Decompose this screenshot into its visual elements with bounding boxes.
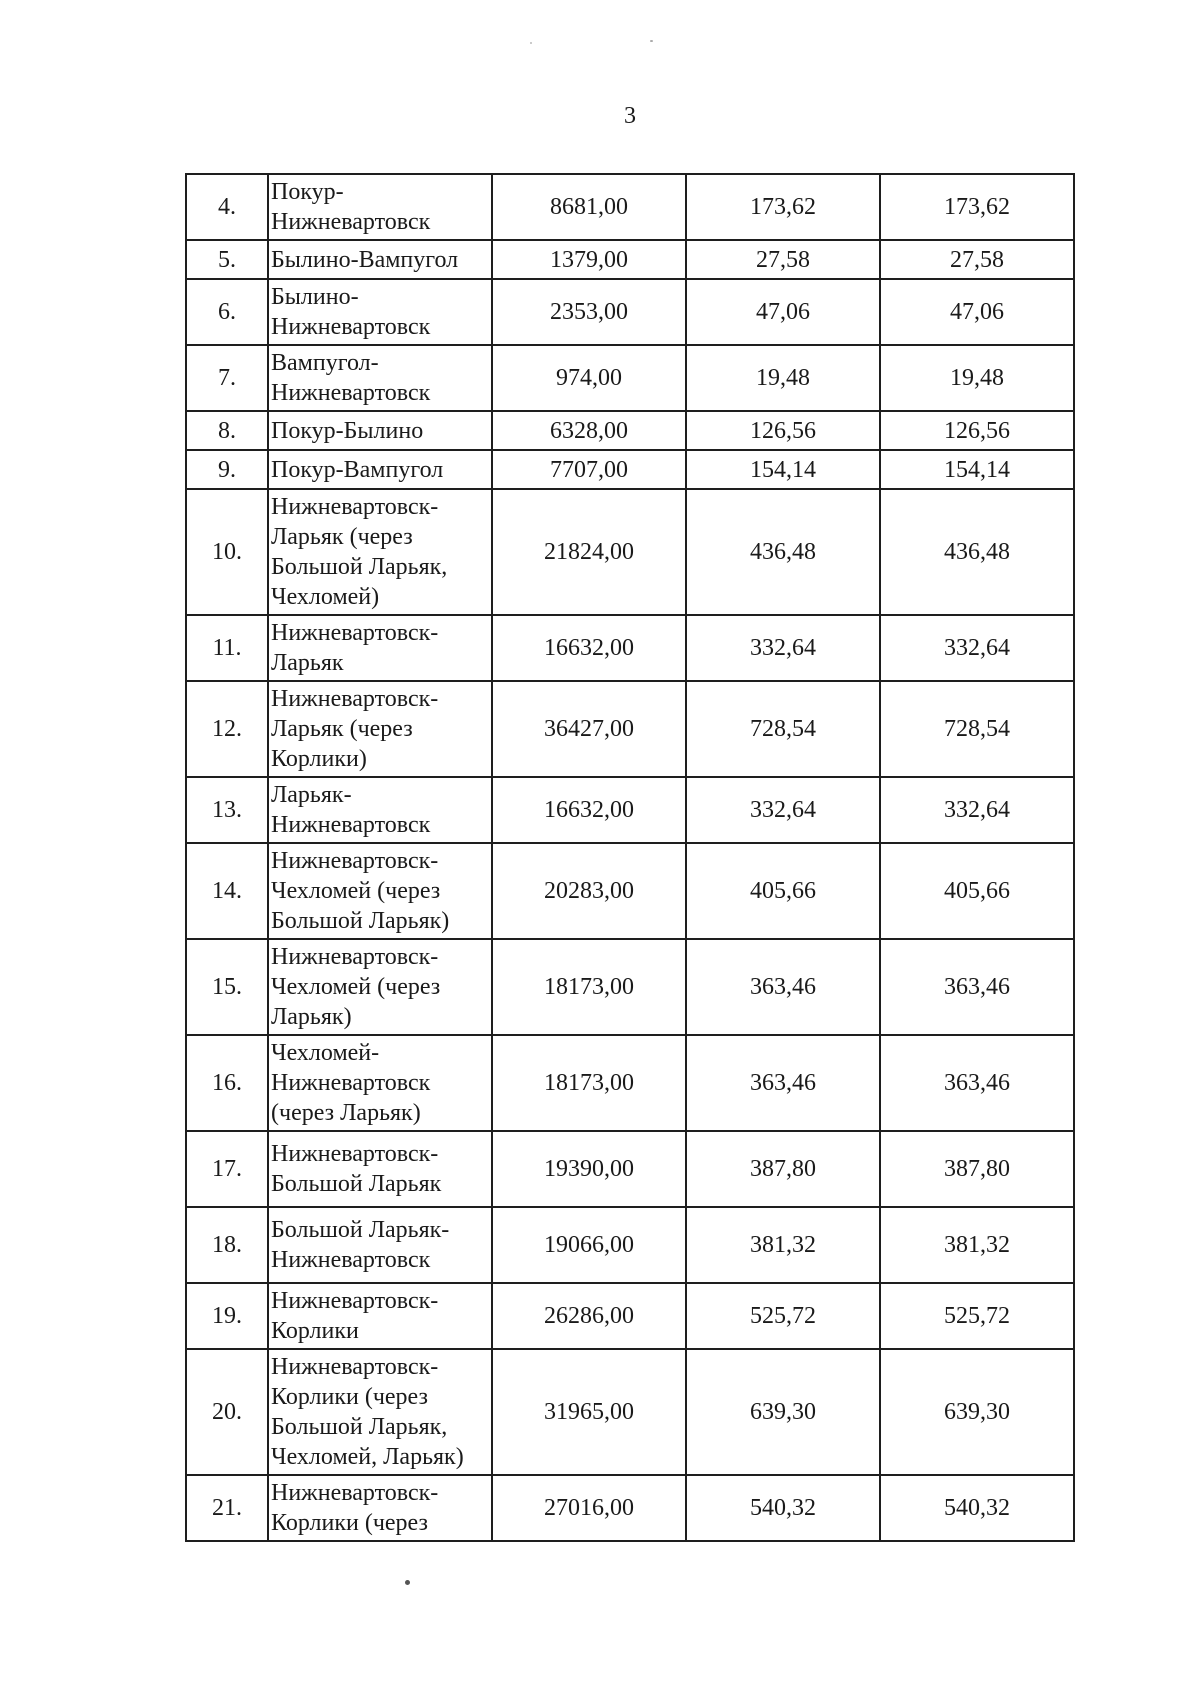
- table-row: [186, 939, 1074, 1035]
- route-cell: [268, 411, 492, 450]
- fare-table: [185, 173, 1075, 1542]
- distance-cell: 16632,00: [492, 615, 686, 681]
- fare-cell: 525,72: [686, 1283, 880, 1349]
- table-row: [186, 681, 1074, 777]
- route-line: Нижневартовск-: [271, 1354, 439, 1380]
- fare-total-cell: 525,72: [880, 1283, 1074, 1349]
- route-line: Чехломей): [271, 584, 380, 610]
- distance-cell: 7707,00: [492, 450, 686, 489]
- route-cell: [268, 345, 492, 411]
- scan-speck: [405, 1580, 410, 1585]
- distance-cell: 20283,00: [492, 843, 686, 939]
- distance-cell: 19066,00: [492, 1207, 686, 1283]
- fare-cell: 405,66: [686, 843, 880, 939]
- fare-total-cell: 405,66: [880, 843, 1074, 939]
- fare-total-cell: 381,32: [880, 1207, 1074, 1283]
- page-number: 3: [624, 103, 636, 129]
- fare-cell: 363,46: [686, 1035, 880, 1131]
- route-line: Нижневартовск-: [271, 686, 439, 712]
- route-line: Большой Ларьяк: [271, 1171, 442, 1197]
- distance-cell: 8681,00: [492, 174, 686, 240]
- distance-cell: 27016,00: [492, 1475, 686, 1541]
- table-row: [186, 1349, 1074, 1475]
- fare-total-cell: 332,64: [880, 777, 1074, 843]
- route-line: Ларьяк-: [271, 782, 352, 808]
- table-row: [186, 450, 1074, 489]
- route-line: Ларьяк: [271, 650, 344, 676]
- route-line: Корлики (через: [271, 1510, 428, 1536]
- row-number-cell: 10.: [186, 489, 268, 615]
- fare-cell: 173,62: [686, 174, 880, 240]
- fare-cell: 332,64: [686, 777, 880, 843]
- row-number-cell: 16.: [186, 1035, 268, 1131]
- table-row: [186, 843, 1074, 939]
- route-line: Большой Ларьяк): [271, 908, 450, 934]
- fare-total-cell: 332,64: [880, 615, 1074, 681]
- row-number-cell: 4.: [186, 174, 268, 240]
- row-number-cell: 20.: [186, 1349, 268, 1475]
- fare-total-cell: 173,62: [880, 174, 1074, 240]
- row-number-cell: 18.: [186, 1207, 268, 1283]
- fare-cell: 381,32: [686, 1207, 880, 1283]
- route-line: Чехломей (через: [271, 878, 441, 904]
- route-line: Нижневартовск: [271, 380, 431, 406]
- table-row: [186, 1131, 1074, 1207]
- route-line: Большой Ларьяк-: [271, 1217, 450, 1243]
- fare-total-cell: 363,46: [880, 1035, 1074, 1131]
- table-row: [186, 777, 1074, 843]
- route-line: Нижневартовск-: [271, 1141, 439, 1167]
- distance-cell: 19390,00: [492, 1131, 686, 1207]
- route-cell: [268, 939, 492, 1035]
- distance-cell: 974,00: [492, 345, 686, 411]
- route-line: Былино-Вампугол: [271, 246, 459, 273]
- route-cell: [268, 174, 492, 240]
- route-line: Нижневартовск: [271, 314, 431, 340]
- table-row: [186, 1475, 1074, 1541]
- route-line: Вампугол-: [271, 350, 379, 376]
- route-cell: [268, 450, 492, 489]
- route-line: Большой Ларьяк,: [271, 1414, 448, 1440]
- row-number-cell: 11.: [186, 615, 268, 681]
- fare-cell: 154,14: [686, 450, 880, 489]
- scan-speck: [650, 40, 653, 42]
- route-cell: [268, 843, 492, 939]
- route-line: Былино-: [271, 284, 359, 310]
- fare-cell: 363,46: [686, 939, 880, 1035]
- row-number-cell: 6.: [186, 279, 268, 345]
- route-cell: [268, 681, 492, 777]
- table-row: [186, 615, 1074, 681]
- scan-speck: [530, 42, 532, 44]
- row-number-cell: 14.: [186, 843, 268, 939]
- route-line: Нижневартовск-: [271, 1288, 439, 1314]
- route-line: (через Ларьяк): [271, 1100, 421, 1126]
- row-number-cell: 17.: [186, 1131, 268, 1207]
- route-line: Нижневартовск: [271, 1247, 431, 1273]
- distance-cell: 18173,00: [492, 939, 686, 1035]
- row-number-cell: 8.: [186, 411, 268, 450]
- fare-total-cell: 47,06: [880, 279, 1074, 345]
- route-line: Покур-Вампугол: [271, 456, 444, 483]
- row-number-cell: 5.: [186, 240, 268, 279]
- route-line: Нижневартовск-: [271, 848, 439, 874]
- route-cell: [268, 1283, 492, 1349]
- route-line: Нижневартовск: [271, 209, 431, 235]
- route-cell: [268, 1131, 492, 1207]
- route-line: Нижневартовск-: [271, 1480, 439, 1506]
- route-cell: [268, 615, 492, 681]
- fare-total-cell: 639,30: [880, 1349, 1074, 1475]
- fare-cell: 126,56: [686, 411, 880, 450]
- table-row: [186, 489, 1074, 615]
- table-row: [186, 411, 1074, 450]
- fare-cell: 332,64: [686, 615, 880, 681]
- route-line: Чехломей, Ларьяк): [271, 1444, 464, 1470]
- row-number-cell: 12.: [186, 681, 268, 777]
- route-cell: [268, 240, 492, 279]
- route-line: Большой Ларьяк,: [271, 554, 448, 580]
- table-row: [186, 1035, 1074, 1131]
- table-row: [186, 240, 1074, 279]
- route-line: Корлики: [271, 1318, 359, 1344]
- route-line: Ларьяк (через: [271, 716, 413, 742]
- fare-cell: 27,58: [686, 240, 880, 279]
- table-row: [186, 1283, 1074, 1349]
- table-row: [186, 279, 1074, 345]
- distance-cell: 6328,00: [492, 411, 686, 450]
- route-cell: [268, 777, 492, 843]
- fare-table-body: [186, 174, 1074, 1541]
- distance-cell: 18173,00: [492, 1035, 686, 1131]
- fare-total-cell: 436,48: [880, 489, 1074, 615]
- fare-total-cell: 126,56: [880, 411, 1074, 450]
- route-line: Нижневартовск-: [271, 620, 439, 646]
- route-line: Чехломей (через: [271, 974, 441, 1000]
- table-row: [186, 1207, 1074, 1283]
- fare-total-cell: 19,48: [880, 345, 1074, 411]
- distance-cell: 16632,00: [492, 777, 686, 843]
- fare-total-cell: 27,58: [880, 240, 1074, 279]
- fare-cell: 19,48: [686, 345, 880, 411]
- fare-cell: 387,80: [686, 1131, 880, 1207]
- fare-cell: 728,54: [686, 681, 880, 777]
- route-cell: [268, 1035, 492, 1131]
- fare-total-cell: 387,80: [880, 1131, 1074, 1207]
- row-number-cell: 13.: [186, 777, 268, 843]
- route-line: Покур-: [271, 179, 344, 205]
- table-row: [186, 174, 1074, 240]
- route-cell: [268, 1475, 492, 1541]
- route-line: Нижневартовск-: [271, 494, 439, 520]
- route-line: Нижневартовск: [271, 812, 431, 838]
- fare-cell: 540,32: [686, 1475, 880, 1541]
- route-line: Корлики (через: [271, 1384, 428, 1410]
- route-line: Чехломей-: [271, 1040, 380, 1066]
- distance-cell: 36427,00: [492, 681, 686, 777]
- route-cell: [268, 1349, 492, 1475]
- route-cell: [268, 489, 492, 615]
- route-line: Корлики): [271, 746, 367, 772]
- fare-total-cell: 540,32: [880, 1475, 1074, 1541]
- fare-total-cell: 154,14: [880, 450, 1074, 489]
- fare-total-cell: 728,54: [880, 681, 1074, 777]
- distance-cell: 1379,00: [492, 240, 686, 279]
- fare-cell: 436,48: [686, 489, 880, 615]
- route-cell: [268, 279, 492, 345]
- route-line: Нижневартовск-: [271, 944, 439, 970]
- fare-total-cell: 363,46: [880, 939, 1074, 1035]
- route-cell: [268, 1207, 492, 1283]
- row-number-cell: 15.: [186, 939, 268, 1035]
- row-number-cell: 9.: [186, 450, 268, 489]
- fare-cell: 639,30: [686, 1349, 880, 1475]
- distance-cell: 21824,00: [492, 489, 686, 615]
- row-number-cell: 19.: [186, 1283, 268, 1349]
- distance-cell: 31965,00: [492, 1349, 686, 1475]
- row-number-cell: 7.: [186, 345, 268, 411]
- distance-cell: 26286,00: [492, 1283, 686, 1349]
- route-line: Ларьяк (через: [271, 524, 413, 550]
- route-line: Нижневартовск: [271, 1070, 431, 1096]
- fare-cell: 47,06: [686, 279, 880, 345]
- row-number-cell: 21.: [186, 1475, 268, 1541]
- route-line: Ларьяк): [271, 1004, 352, 1030]
- table-row: [186, 345, 1074, 411]
- route-line: Покур-Былино: [271, 417, 424, 444]
- distance-cell: 2353,00: [492, 279, 686, 345]
